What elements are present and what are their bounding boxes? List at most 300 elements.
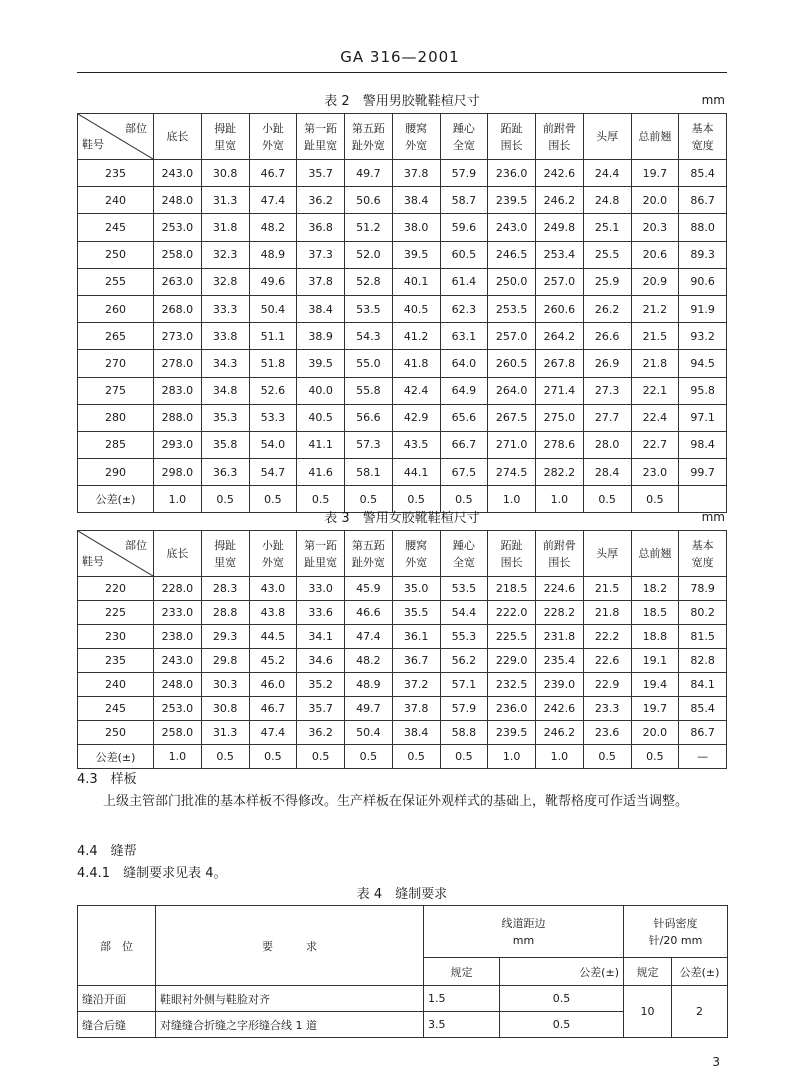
table-cell: 66.7 xyxy=(440,431,488,458)
table-cell: 253.5 xyxy=(488,295,536,322)
row-label: 250 xyxy=(78,721,154,745)
table-row xyxy=(78,187,727,214)
table-cell: 41.1 xyxy=(297,431,345,458)
table-cell: 53.5 xyxy=(345,295,393,322)
t4-head-stitch: 针码密度 针/20 mm xyxy=(624,906,728,958)
table-cell: 21.8 xyxy=(631,350,679,377)
table-cell: 35.7 xyxy=(297,697,345,721)
table-cell: 31.8 xyxy=(201,214,249,241)
table-cell: 35.7 xyxy=(297,160,345,187)
table-cell: 51.8 xyxy=(249,350,297,377)
table-cell: 94.5 xyxy=(679,350,727,377)
table-cell: 28.3 xyxy=(201,577,249,601)
row-label: 245 xyxy=(78,697,154,721)
table-cell: 33.3 xyxy=(201,295,249,322)
table-cell: 258.0 xyxy=(154,241,202,268)
t4-head-req: 要 求 xyxy=(156,906,424,986)
table-cell: 22.2 xyxy=(583,625,631,649)
column-header: 总前翘 xyxy=(631,531,679,577)
table-cell: 21.5 xyxy=(631,323,679,350)
table-cell: 46.0 xyxy=(249,673,297,697)
table-cell: 41.6 xyxy=(297,459,345,486)
table-cell: 246.5 xyxy=(488,241,536,268)
table-cell: 57.9 xyxy=(440,160,488,187)
column-header: 跖趾 围长 xyxy=(488,531,536,577)
table-cell: 21.8 xyxy=(583,601,631,625)
table-cell: 0.5 xyxy=(345,745,393,769)
row-label: 290 xyxy=(78,459,154,486)
table-cell: 228.2 xyxy=(536,601,584,625)
table-row xyxy=(78,745,727,769)
row-label: 220 xyxy=(78,577,154,601)
table-cell: 233.0 xyxy=(154,601,202,625)
table-row xyxy=(78,601,727,625)
section-4-4-1: 4.4.1 缝制要求见表 4。 xyxy=(77,866,227,881)
table-cell: 43.8 xyxy=(249,601,297,625)
table-cell: 46.7 xyxy=(249,697,297,721)
table-cell: 34.3 xyxy=(201,350,249,377)
row-label: 公差(±) xyxy=(78,745,154,769)
column-header: 拇趾 里宽 xyxy=(201,114,249,160)
row-label: 260 xyxy=(78,295,154,322)
table-cell: 235.4 xyxy=(536,649,584,673)
table-row xyxy=(78,214,727,241)
table-cell: — xyxy=(679,745,727,769)
row-label: 255 xyxy=(78,268,154,295)
table-cell: 47.4 xyxy=(249,721,297,745)
table-cell: 55.0 xyxy=(345,350,393,377)
table-cell: 55.3 xyxy=(440,625,488,649)
table-cell: 93.2 xyxy=(679,323,727,350)
table-cell: 19.1 xyxy=(631,649,679,673)
table-row xyxy=(78,625,727,649)
table-cell: 50.4 xyxy=(345,721,393,745)
table-cell: 86.7 xyxy=(679,721,727,745)
table-cell: 25.5 xyxy=(583,241,631,268)
table-cell: 58.1 xyxy=(345,459,393,486)
t4-row-tol: 0.5 xyxy=(500,986,624,1012)
table-cell: 86.7 xyxy=(679,187,727,214)
table-cell: 282.2 xyxy=(536,459,584,486)
table-cell: 32.3 xyxy=(201,241,249,268)
table-cell: 0.5 xyxy=(201,745,249,769)
table-cell: 298.0 xyxy=(154,459,202,486)
table-cell: 0.5 xyxy=(297,745,345,769)
row-label: 225 xyxy=(78,601,154,625)
table-cell: 1.0 xyxy=(536,745,584,769)
table-cell: 98.4 xyxy=(679,431,727,458)
table3-corner: 部位 鞋号 xyxy=(78,531,154,577)
table-cell: 99.7 xyxy=(679,459,727,486)
table-cell: 78.9 xyxy=(679,577,727,601)
table-cell: 278.0 xyxy=(154,350,202,377)
table-cell: 47.4 xyxy=(345,625,393,649)
table-row xyxy=(78,431,727,458)
column-header: 跖趾 围长 xyxy=(488,114,536,160)
row-label: 公差(±) xyxy=(78,486,154,513)
table-cell: 273.0 xyxy=(154,323,202,350)
table-cell: 22.7 xyxy=(631,431,679,458)
table-cell: 35.5 xyxy=(392,601,440,625)
table-cell: 24.8 xyxy=(583,187,631,214)
column-header: 基本 宽度 xyxy=(679,531,727,577)
table-cell: 36.3 xyxy=(201,459,249,486)
table-cell: 27.7 xyxy=(583,404,631,431)
table-cell: 57.9 xyxy=(440,697,488,721)
t4-sub-spec: 规定 xyxy=(424,958,500,986)
table-cell: 48.2 xyxy=(345,649,393,673)
table-cell: 264.2 xyxy=(536,323,584,350)
table-cell: 0.5 xyxy=(249,745,297,769)
table-row xyxy=(78,323,727,350)
table-cell: 49.7 xyxy=(345,160,393,187)
table-cell: 239.5 xyxy=(488,187,536,214)
table-cell: 63.1 xyxy=(440,323,488,350)
table-cell: 26.6 xyxy=(583,323,631,350)
table-cell: 43.0 xyxy=(249,577,297,601)
table3-unit: mm xyxy=(701,510,725,524)
table-cell: 37.8 xyxy=(392,697,440,721)
row-label: 250 xyxy=(78,241,154,268)
table-cell: 53.3 xyxy=(249,404,297,431)
column-header: 前跗骨 围长 xyxy=(536,114,584,160)
table-cell: 67.5 xyxy=(440,459,488,486)
table3 xyxy=(77,530,727,769)
table-cell: 57.1 xyxy=(440,673,488,697)
table-cell: 44.1 xyxy=(392,459,440,486)
table-cell: 56.2 xyxy=(440,649,488,673)
table-cell: 258.0 xyxy=(154,721,202,745)
row-label: 245 xyxy=(78,214,154,241)
table-cell: 236.0 xyxy=(488,160,536,187)
table-cell: 50.6 xyxy=(345,187,393,214)
table-cell: 263.0 xyxy=(154,268,202,295)
table-cell: 51.2 xyxy=(345,214,393,241)
row-label: 240 xyxy=(78,187,154,214)
table-cell: 250.0 xyxy=(488,268,536,295)
table-cell: 222.0 xyxy=(488,601,536,625)
table-cell: 225.5 xyxy=(488,625,536,649)
table-cell: 0.5 xyxy=(631,486,679,513)
table-cell: 89.3 xyxy=(679,241,727,268)
table-cell: 0.5 xyxy=(201,486,249,513)
table-cell: 0.5 xyxy=(345,486,393,513)
table-row xyxy=(78,649,727,673)
table-cell: 37.3 xyxy=(297,241,345,268)
table-cell: 22.4 xyxy=(631,404,679,431)
table-cell: 271.4 xyxy=(536,377,584,404)
table-cell: 38.4 xyxy=(392,187,440,214)
table-cell: 40.5 xyxy=(297,404,345,431)
column-header: 拇趾 里宽 xyxy=(201,531,249,577)
column-header: 基本 宽度 xyxy=(679,114,727,160)
table-cell: 31.3 xyxy=(201,187,249,214)
table2 xyxy=(77,113,727,513)
table-cell: 56.6 xyxy=(345,404,393,431)
column-header: 第五跖 趾外宽 xyxy=(345,531,393,577)
table-cell: 271.0 xyxy=(488,431,536,458)
table-cell: 64.0 xyxy=(440,350,488,377)
table-cell: 54.7 xyxy=(249,459,297,486)
table-cell: 238.0 xyxy=(154,625,202,649)
table-cell: 62.3 xyxy=(440,295,488,322)
table-cell: 58.7 xyxy=(440,187,488,214)
table-cell: 54.0 xyxy=(249,431,297,458)
table-cell: 38.0 xyxy=(392,214,440,241)
table-cell: 239.5 xyxy=(488,721,536,745)
table-cell: 264.0 xyxy=(488,377,536,404)
table-cell: 51.1 xyxy=(249,323,297,350)
column-header: 头厚 xyxy=(583,531,631,577)
table-cell: 44.5 xyxy=(249,625,297,649)
table-row xyxy=(78,377,727,404)
table-cell: 0.5 xyxy=(583,486,631,513)
table-cell: 33.8 xyxy=(201,323,249,350)
column-header: 第五跖 趾外宽 xyxy=(345,114,393,160)
table-cell: 48.2 xyxy=(249,214,297,241)
table-row xyxy=(78,404,727,431)
column-header: 小趾 外宽 xyxy=(249,114,297,160)
table-cell: 36.2 xyxy=(297,187,345,214)
table-cell: 0.5 xyxy=(583,745,631,769)
row-label: 230 xyxy=(78,625,154,649)
column-header: 腰窝 外宽 xyxy=(392,114,440,160)
table-cell: 31.3 xyxy=(201,721,249,745)
table-cell: 22.9 xyxy=(583,673,631,697)
table-cell: 45.9 xyxy=(345,577,393,601)
table-cell: 19.7 xyxy=(631,160,679,187)
table-cell: 257.0 xyxy=(536,268,584,295)
table-cell: 293.0 xyxy=(154,431,202,458)
table-cell: 54.4 xyxy=(440,601,488,625)
table-cell: 260.5 xyxy=(488,350,536,377)
table-cell: 23.3 xyxy=(583,697,631,721)
t4-stitch-spec: 10 xyxy=(624,986,672,1038)
table-cell: 36.1 xyxy=(392,625,440,649)
t4-head-part: 部 位 xyxy=(78,906,156,986)
table-cell: 39.5 xyxy=(297,350,345,377)
table-cell: 224.6 xyxy=(536,577,584,601)
table-cell: 268.0 xyxy=(154,295,202,322)
table-cell: 28.4 xyxy=(583,459,631,486)
table-cell: 45.2 xyxy=(249,649,297,673)
table-cell: 283.0 xyxy=(154,377,202,404)
table-cell: 253.0 xyxy=(154,214,202,241)
table-cell: 267.8 xyxy=(536,350,584,377)
table-cell: 243.0 xyxy=(488,214,536,241)
row-label: 270 xyxy=(78,350,154,377)
table-cell: 35.2 xyxy=(297,673,345,697)
table-cell: 52.6 xyxy=(249,377,297,404)
row-label: 235 xyxy=(78,649,154,673)
table-cell: 253.4 xyxy=(536,241,584,268)
t4-sub-tol2: 公差(±) xyxy=(672,958,728,986)
table-cell: 246.2 xyxy=(536,721,584,745)
table-cell: 59.6 xyxy=(440,214,488,241)
table-cell: 85.4 xyxy=(679,160,727,187)
table-row xyxy=(78,673,727,697)
table-cell: 231.8 xyxy=(536,625,584,649)
table-cell: 33.6 xyxy=(297,601,345,625)
table-cell: 274.5 xyxy=(488,459,536,486)
table2-corner: 部位 鞋号 xyxy=(78,114,154,160)
table-cell: 20.0 xyxy=(631,721,679,745)
table-cell: 20.3 xyxy=(631,214,679,241)
table-cell: 243.0 xyxy=(154,649,202,673)
table-cell: 242.6 xyxy=(536,697,584,721)
table-cell: 20.6 xyxy=(631,241,679,268)
column-header: 头厚 xyxy=(583,114,631,160)
table-cell: 54.3 xyxy=(345,323,393,350)
table-cell: 257.0 xyxy=(488,323,536,350)
t4-row-part: 缝沿开面 xyxy=(78,986,156,1012)
table-cell: 278.6 xyxy=(536,431,584,458)
running-header: GA 316—2001 xyxy=(340,48,460,66)
table-cell: 42.4 xyxy=(392,377,440,404)
table-row xyxy=(78,268,727,295)
table4 xyxy=(77,905,728,1038)
table-cell: 50.4 xyxy=(249,295,297,322)
table4-caption: 表 4 缝制要求 xyxy=(356,887,448,902)
column-header: 前跗骨 围长 xyxy=(536,531,584,577)
t4-head-margin: 线道距边 mm xyxy=(424,906,624,958)
table-row xyxy=(78,459,727,486)
table-cell: 42.9 xyxy=(392,404,440,431)
table-cell: 33.0 xyxy=(297,577,345,601)
table-cell: 242.6 xyxy=(536,160,584,187)
t4-sub-tol: 公差(±) xyxy=(500,958,624,986)
table-cell: 260.6 xyxy=(536,295,584,322)
row-label: 280 xyxy=(78,404,154,431)
table-cell: 1.0 xyxy=(536,486,584,513)
t4-stitch-tol: 2 xyxy=(672,986,728,1038)
column-header: 小趾 外宽 xyxy=(249,531,297,577)
table-cell: 34.6 xyxy=(297,649,345,673)
table-cell: 18.2 xyxy=(631,577,679,601)
table-cell: 30.3 xyxy=(201,673,249,697)
table-cell: 275.0 xyxy=(536,404,584,431)
section-4-3-heading: 4.3 样板 xyxy=(77,772,137,787)
t4-row-tol: 0.5 xyxy=(500,1012,624,1038)
column-header: 第一跖 趾里宽 xyxy=(297,114,345,160)
table-cell: 52.0 xyxy=(345,241,393,268)
table-cell: 0.5 xyxy=(249,486,297,513)
table-cell: 61.4 xyxy=(440,268,488,295)
table-row xyxy=(78,721,727,745)
table-cell: 39.5 xyxy=(392,241,440,268)
table-cell: 47.4 xyxy=(249,187,297,214)
table-cell: 28.8 xyxy=(201,601,249,625)
column-header: 踵心 全宽 xyxy=(440,114,488,160)
table-cell: 30.8 xyxy=(201,697,249,721)
table-cell: 228.0 xyxy=(154,577,202,601)
table-cell: 22.1 xyxy=(631,377,679,404)
t4-row-req: 鞋眼衬外侧与鞋脸对齐 xyxy=(156,986,424,1012)
table-cell: 58.8 xyxy=(440,721,488,745)
table-cell: 29.3 xyxy=(201,625,249,649)
table-cell: 27.3 xyxy=(583,377,631,404)
table-cell: 38.4 xyxy=(297,295,345,322)
table2-unit: mm xyxy=(701,93,725,107)
table-cell: 28.0 xyxy=(583,431,631,458)
table-cell: 48.9 xyxy=(345,673,393,697)
table-cell: 239.0 xyxy=(536,673,584,697)
table-cell: 32.8 xyxy=(201,268,249,295)
table-cell: 24.4 xyxy=(583,160,631,187)
table-cell: 218.5 xyxy=(488,577,536,601)
table-cell: 84.1 xyxy=(679,673,727,697)
t4-row-part: 缝合后缝 xyxy=(78,1012,156,1038)
table-cell: 41.2 xyxy=(392,323,440,350)
table-row xyxy=(78,160,727,187)
table-cell: 0.5 xyxy=(392,486,440,513)
t4-sub-spec2: 规定 xyxy=(624,958,672,986)
table-cell: 36.7 xyxy=(392,649,440,673)
table-cell: 35.8 xyxy=(201,431,249,458)
t4-row-spec: 1.5 xyxy=(424,986,500,1012)
table-cell: 43.5 xyxy=(392,431,440,458)
column-header: 踵心 全宽 xyxy=(440,531,488,577)
section-4-3-paragraph: 上级主管部门批准的基本样板不得修改。生产样板在保证外观样式的基础上，靴帮格度可作适当调整。 xyxy=(103,794,689,809)
table-cell: 0.5 xyxy=(440,486,488,513)
table-cell: 38.9 xyxy=(297,323,345,350)
header-rule xyxy=(77,72,727,73)
table-cell: 20.0 xyxy=(631,187,679,214)
table-cell: 0.5 xyxy=(392,745,440,769)
table-cell: 18.5 xyxy=(631,601,679,625)
table-cell: 19.7 xyxy=(631,697,679,721)
table-cell: 248.0 xyxy=(154,673,202,697)
row-label: 285 xyxy=(78,431,154,458)
table-row xyxy=(78,577,727,601)
table-cell: 21.2 xyxy=(631,295,679,322)
table-cell: 85.4 xyxy=(679,697,727,721)
table-row xyxy=(78,295,727,322)
table-cell: 46.6 xyxy=(345,601,393,625)
table-cell: 243.0 xyxy=(154,160,202,187)
table-row xyxy=(78,697,727,721)
table-cell: 60.5 xyxy=(440,241,488,268)
table-cell: 52.8 xyxy=(345,268,393,295)
table-cell: 80.2 xyxy=(679,601,727,625)
column-header: 底长 xyxy=(154,114,202,160)
table-cell: 267.5 xyxy=(488,404,536,431)
page-number: 3 xyxy=(712,1055,720,1069)
table-cell: 38.4 xyxy=(392,721,440,745)
table-cell: 288.0 xyxy=(154,404,202,431)
column-header: 腰窝 外宽 xyxy=(392,531,440,577)
row-label: 265 xyxy=(78,323,154,350)
table-cell: 248.0 xyxy=(154,187,202,214)
table-cell: 90.6 xyxy=(679,268,727,295)
table-cell: 20.9 xyxy=(631,268,679,295)
table-cell: 49.6 xyxy=(249,268,297,295)
table-cell: 26.2 xyxy=(583,295,631,322)
table-cell: 30.8 xyxy=(201,160,249,187)
table-cell: 55.8 xyxy=(345,377,393,404)
table-cell: 26.9 xyxy=(583,350,631,377)
table-cell: 29.8 xyxy=(201,649,249,673)
table-row xyxy=(78,241,727,268)
table-cell: 88.0 xyxy=(679,214,727,241)
section-4-4-heading: 4.4 缝帮 xyxy=(77,844,137,859)
table-cell: 36.8 xyxy=(297,214,345,241)
table-cell: 35.3 xyxy=(201,404,249,431)
table-cell: 249.8 xyxy=(536,214,584,241)
table-cell: 0.5 xyxy=(297,486,345,513)
table-cell: 1.0 xyxy=(154,745,202,769)
t4-row-spec: 3.5 xyxy=(424,1012,500,1038)
